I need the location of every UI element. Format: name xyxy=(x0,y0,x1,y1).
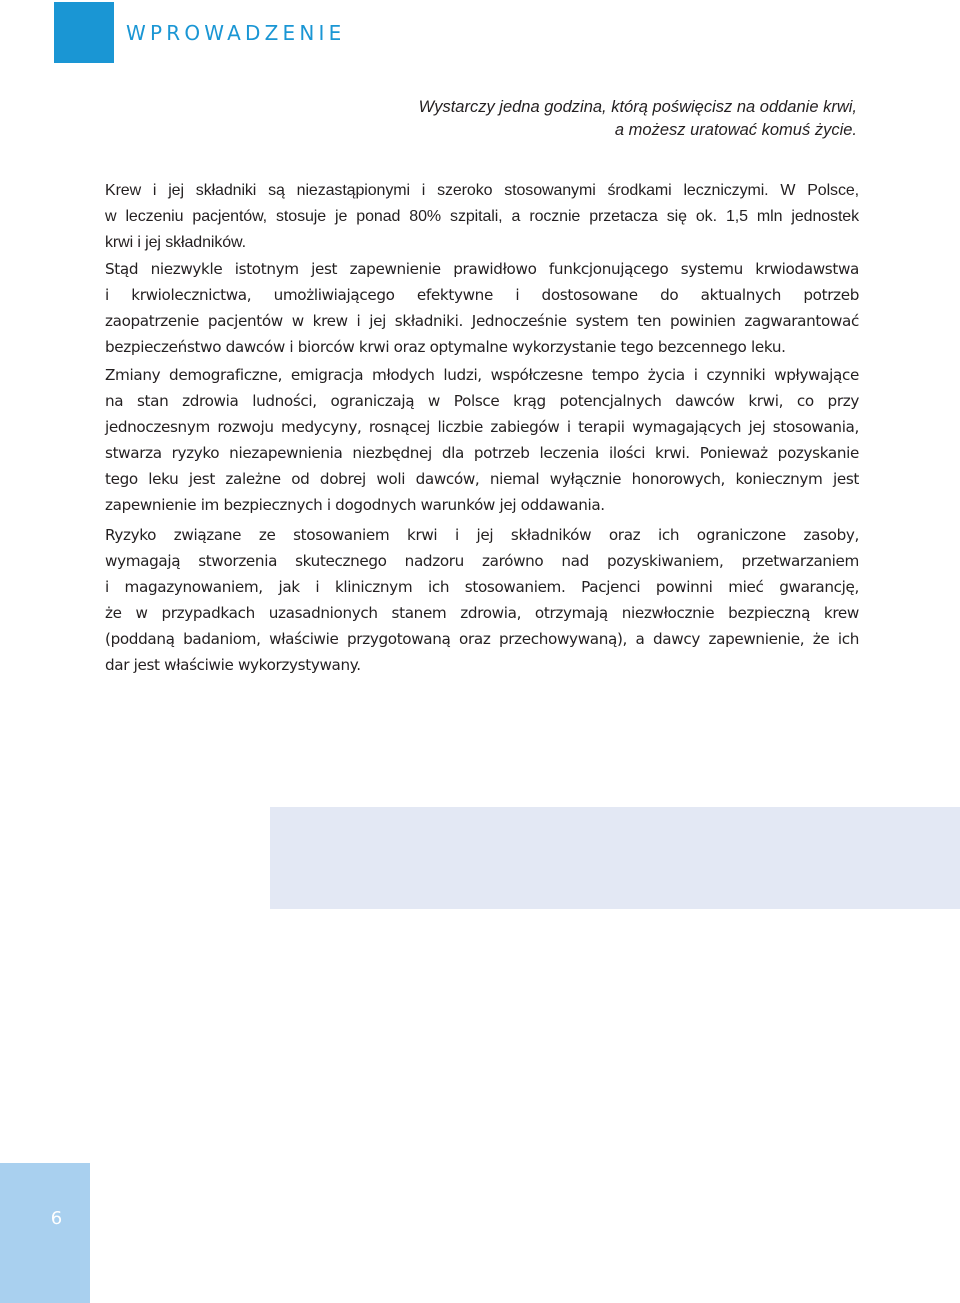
text-line: stwarza ryzyko niezapewnienia niezbędnej dla potrzeb leczenia ilości krwi. Ponieważ pozyskanie xyxy=(105,444,859,462)
page-number: 6 xyxy=(50,1208,63,1229)
text-line: Stąd niezwykle istotnym jest zapewnienie prawidłowo funkcjonującego systemu krwiodawstwa xyxy=(105,260,859,278)
text-line: Krew i jej składniki są niezastąpionymi i szeroko stosowanymi środkami leczniczymi. W Polsce, xyxy=(105,182,859,199)
text-line: że w przypadkach uzasadnionych stanem zdrowia, otrzymają niezwłocznie bezpieczną krew xyxy=(105,604,859,622)
text-line: (poddaną badaniom, właściwie przygotowaną oraz przechowywaną), a dawcy zapewnienie, że ich xyxy=(105,630,859,648)
motto-quote xyxy=(419,96,857,142)
text-line: i krwiolecznictwa, umożliwiającego efektywne i dostosowane do aktualnych potrzeb xyxy=(105,286,859,304)
motto-line: a możesz uratować komuś życie. xyxy=(614,121,857,139)
header-square xyxy=(54,2,114,63)
text-line: tego leku jest zależne od dobrej woli dawców, niemal wyłącznie honorowych, koniecznym jest xyxy=(105,470,859,488)
section-title: WPROWADZENIE xyxy=(126,21,346,45)
info-box xyxy=(270,807,960,909)
text-line: zapewnienie im bezpiecznych i dogodnych warunków jej oddawania. xyxy=(105,496,605,514)
text-line: w leczeniu pacjentów, stosuje je ponad 80% szpitali, a rocznie przetacza się ok. 1,5 mln jednostek xyxy=(105,208,859,225)
page-number-box xyxy=(0,1163,90,1303)
paragraph-4 xyxy=(105,522,859,678)
text-line: Zmiany demograficzne, emigracja młodych ludzi, współczesne tempo życia i czynniki wpływające xyxy=(105,366,859,384)
text-line: bezpieczeństwo dawców i biorców krwi oraz optymalne wykorzystanie tego bezcennego leku. xyxy=(105,338,786,356)
text-line: Ryzyko związane ze stosowaniem krwi i jej składników oraz ich ograniczone zasoby, xyxy=(105,526,859,544)
text-line: na stan zdrowia ludności, ograniczają w Polsce krąg potencjalnych dawców krwi, co przy xyxy=(105,392,859,410)
body-text xyxy=(105,178,859,678)
text-line: i magazynowaniem, jak i klinicznym ich stosowaniem. Pacjenci powinni mieć gwarancję, xyxy=(105,578,859,596)
text-line: jednoczesnym rozwoju medycyny, rosnącej liczbie zabiegów i terapii wymagających jej stosowania, xyxy=(105,418,859,436)
paragraph-3 xyxy=(105,362,859,518)
text-line: zaopatrzenie pacjentów w krew i jej składniki. Jednocześnie system ten powinien zagwarantować xyxy=(105,312,859,330)
text-line: dar jest właściwie wykorzystywany. xyxy=(105,656,361,674)
paragraph-2 xyxy=(105,256,859,360)
text-line: krwi i jej składników. xyxy=(105,234,246,251)
paragraph-1 xyxy=(105,178,859,256)
text-line: wymagają stworzenia skutecznego nadzoru zarówno nad pozyskiwaniem, przetwarzaniem xyxy=(105,552,859,570)
motto-line: Wystarczy jedna godzina, którą poświęcisz na oddanie krwi, xyxy=(418,98,857,116)
